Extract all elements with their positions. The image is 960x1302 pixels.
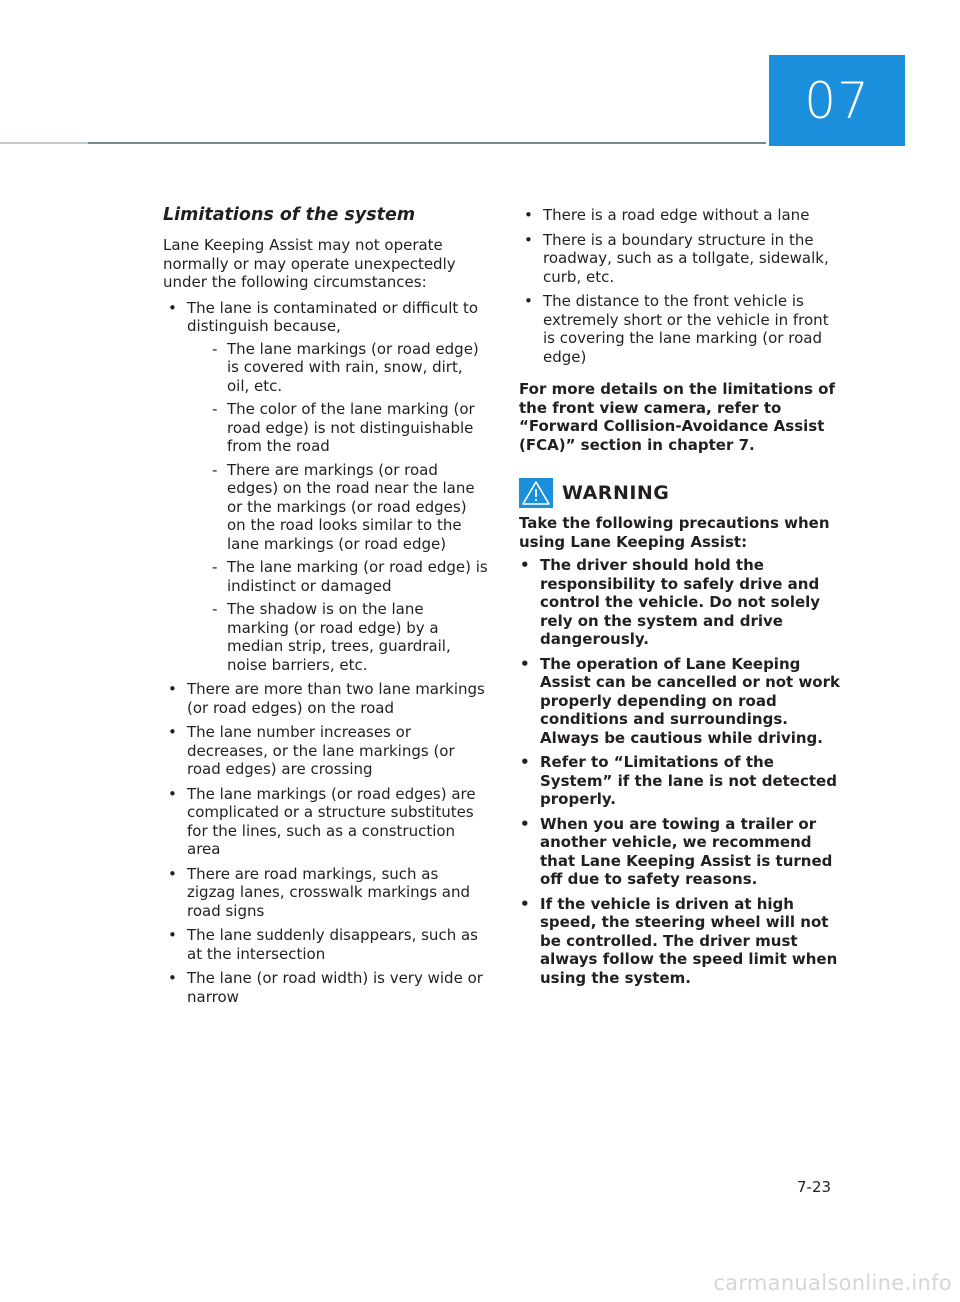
sub-list-item: - The lane marking (or road edge) is indistinct or damaged xyxy=(187,558,488,595)
sub-list-item: - The shadow is on the lane marking (or road edge) by a median strip, trees, guardrail, noise barriers, etc. xyxy=(187,600,488,674)
warning-item: • The operation of Lane Keeping Assist can be cancelled or not work properly depending on road conditions and surroundings. Always be cautious while driving. xyxy=(519,655,844,748)
warning-triangle-icon xyxy=(519,478,553,508)
list-item: • The lane number increases or decreases, or the lane markings (or road edges) are crossing xyxy=(163,723,488,779)
list-item-text: The lane is contaminated or difficult to distinguish because, xyxy=(187,298,479,335)
chapter-number: 07 xyxy=(804,71,870,130)
list-item: • The distance to the front vehicle is extremely short or the vehicle in front is covering the lane marking (or road edge) xyxy=(519,292,844,366)
section-title: Limitations of the system xyxy=(163,205,416,225)
warning-item: • Refer to “Limitations of the System” if the lane is not detected properly. xyxy=(519,753,844,809)
intro-paragraph: Lane Keeping Assist may not operate normally or may operate unexpectedly under the following circumstances: xyxy=(163,236,456,291)
limitations-list-continued xyxy=(519,206,844,366)
reference-note: For more details on the limitations of the front view camera, refer to “Forward Collision-Avoidance Assist (FCA)” section in chapter 7. xyxy=(519,380,836,454)
list-item: • There is a road edge without a lane xyxy=(519,206,844,225)
warning-item: • If the vehicle is driven at high speed, the steering wheel will not be controlled. The driver must always follow the speed limit when using the system. xyxy=(519,895,844,988)
list-item: • The lane suddenly disappears, such as at the intersection xyxy=(163,926,488,963)
right-column xyxy=(519,206,844,993)
sub-list-item: - The lane markings (or road edge) is covered with rain, snow, dirt, oil, etc. xyxy=(187,340,488,396)
sub-list xyxy=(187,340,488,675)
chapter-tab xyxy=(769,55,905,146)
page-number: 7-23 xyxy=(797,1178,832,1196)
warning-list xyxy=(519,556,844,987)
warning-title: WARNING xyxy=(562,482,670,504)
header-rule-dark xyxy=(88,142,766,144)
watermark: carmanualsonline.info xyxy=(713,1271,952,1295)
list-item: • There is a boundary structure in the roadway, such as a tollgate, sidewalk, curb, etc. xyxy=(519,231,844,287)
list-item: • The lane (or road width) is very wide or narrow xyxy=(163,969,488,1006)
list-item xyxy=(163,299,488,675)
list-item: • The lane markings (or road edges) are complicated or a structure substitutes for the lines, such as a construction area xyxy=(163,785,488,859)
sub-list-item: - There are markings (or road edges) on the road near the lane or the markings (or road edges) on the road looks similar to the lane markings (or road edge) xyxy=(187,461,488,554)
warning-item: • The driver should hold the responsibility to safely drive and control the vehicle. Do not solely rely on the system and drive dangerously. xyxy=(519,556,844,649)
list-item: • There are more than two lane markings (or road edges) on the road xyxy=(163,680,488,717)
warning-item: • When you are towing a trailer or another vehicle, we recommend that Lane Keeping Assist is turned off due to safety reasons. xyxy=(519,815,844,889)
warning-intro: Take the following precautions when using Lane Keeping Assist: xyxy=(519,514,830,551)
sub-list-item: - The color of the lane marking (or road edge) is not distinguishable from the road xyxy=(187,400,488,456)
limitations-list xyxy=(163,299,488,1007)
left-column xyxy=(163,205,488,1012)
warning-header xyxy=(519,478,844,508)
list-item: • There are road markings, such as zigzag lanes, crosswalk markings and road signs xyxy=(163,865,488,921)
